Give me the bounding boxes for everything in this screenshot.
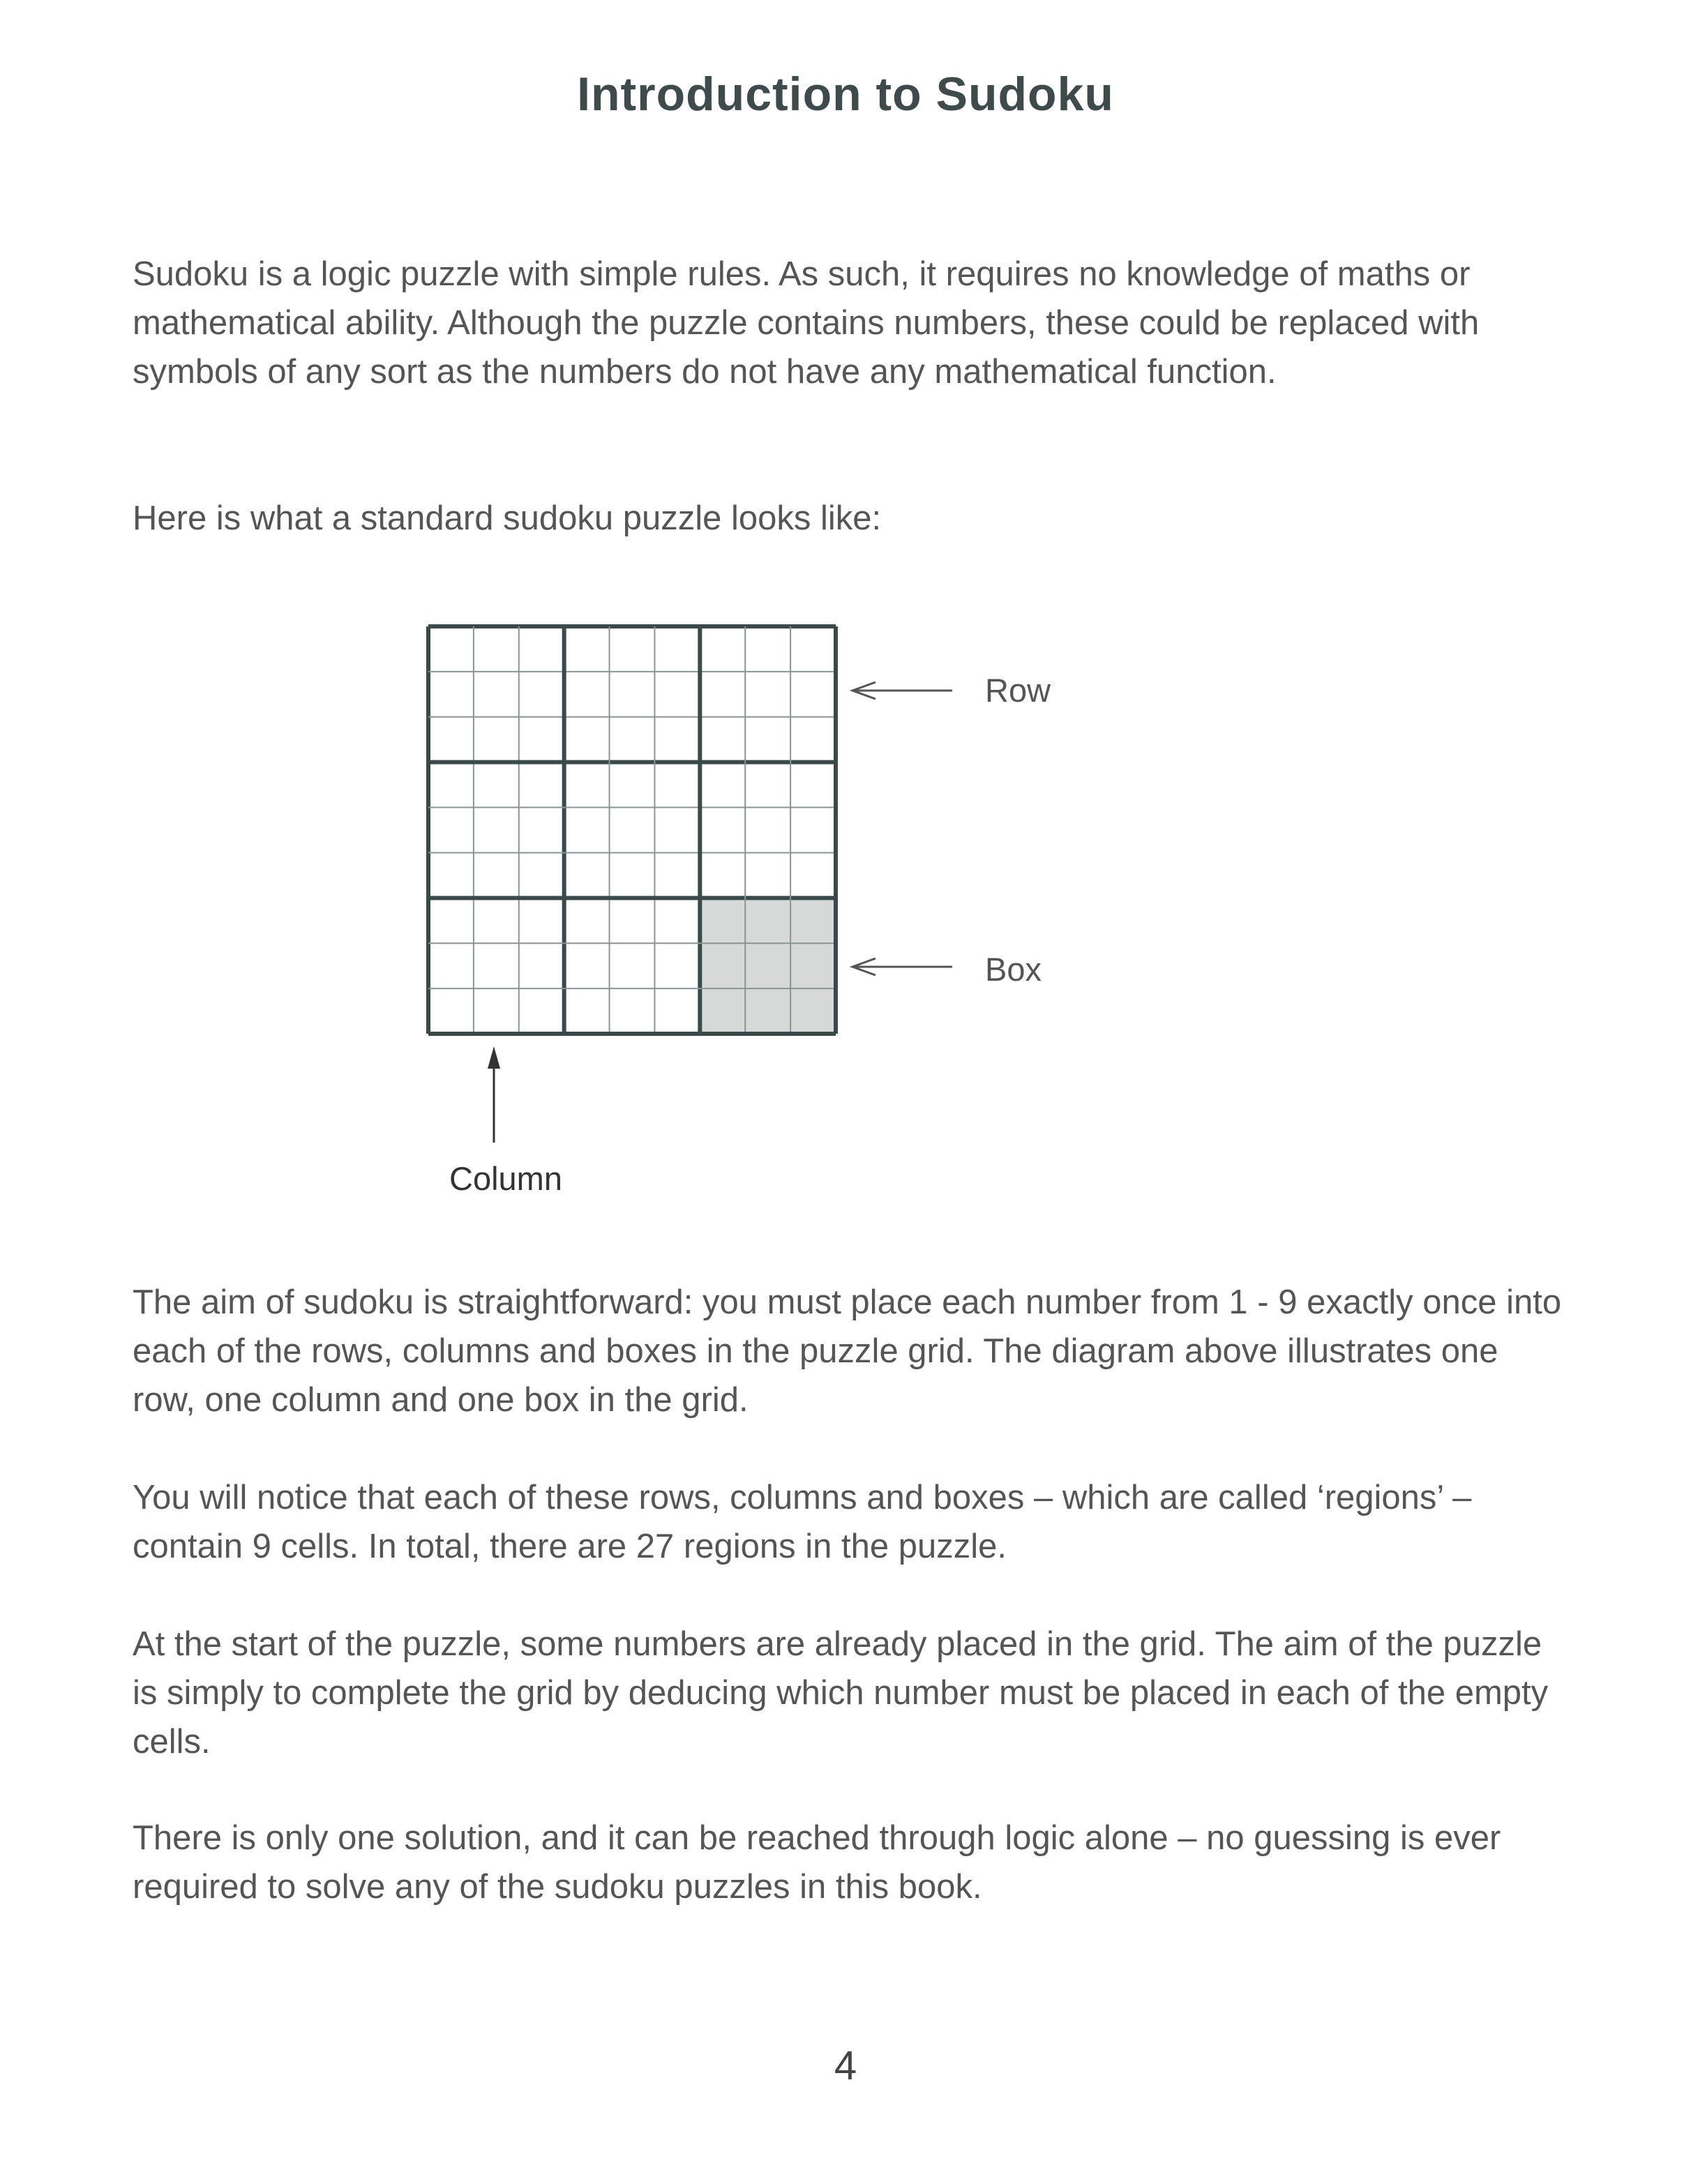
page-number: 4 — [834, 2043, 857, 2088]
box-arrow-icon — [852, 958, 952, 975]
shaded-box — [699, 899, 834, 1033]
paragraph-regions: You will notice that each of these rows, columns and boxes – which are called ‘regions’ – contain 9 cells. In total, there are 27 regions in the puzzle. — [133, 1479, 1472, 1565]
paragraph-lead-in: Here is what a standard sudoku puzzle looks like: — [133, 499, 882, 537]
box-label: Box — [985, 951, 1042, 988]
paragraph-aim: The aim of sudoku is straightforward: you must place each number from 1 - 9 exactly once into each of the rows, columns and boxes in the puzzle grid. The diagram above illustrates one row, one column and one box in the grid. — [133, 1283, 1562, 1419]
paragraph-start: At the start of the puzzle, some numbers are already placed in the grid. The aim of the puzzle is simply to complete the grid by deducing which number must be placed in each of the empty cells. — [133, 1625, 1549, 1761]
page-title: Introduction to Sudoku — [577, 68, 1114, 121]
row-arrow-icon — [852, 682, 952, 699]
sudoku-grid — [428, 626, 836, 1034]
column-label: Column — [449, 1160, 562, 1197]
row-label: Row — [985, 672, 1051, 709]
paragraph-solution: There is only one solution, and it can be reached through logic alone – no guessing is ever required to solve any of the sudoku puzzles in this book. — [133, 1819, 1501, 1906]
column-arrow-icon — [488, 1046, 500, 1143]
paragraph-intro: Sudoku is a logic puzzle with simple rules. As such, it requires no knowledge of maths or mathematical ability. Although the puzzle contains numbers, these could be replaced with symbols of any sort as the numbers do not have any mathematical function. — [133, 255, 1480, 391]
